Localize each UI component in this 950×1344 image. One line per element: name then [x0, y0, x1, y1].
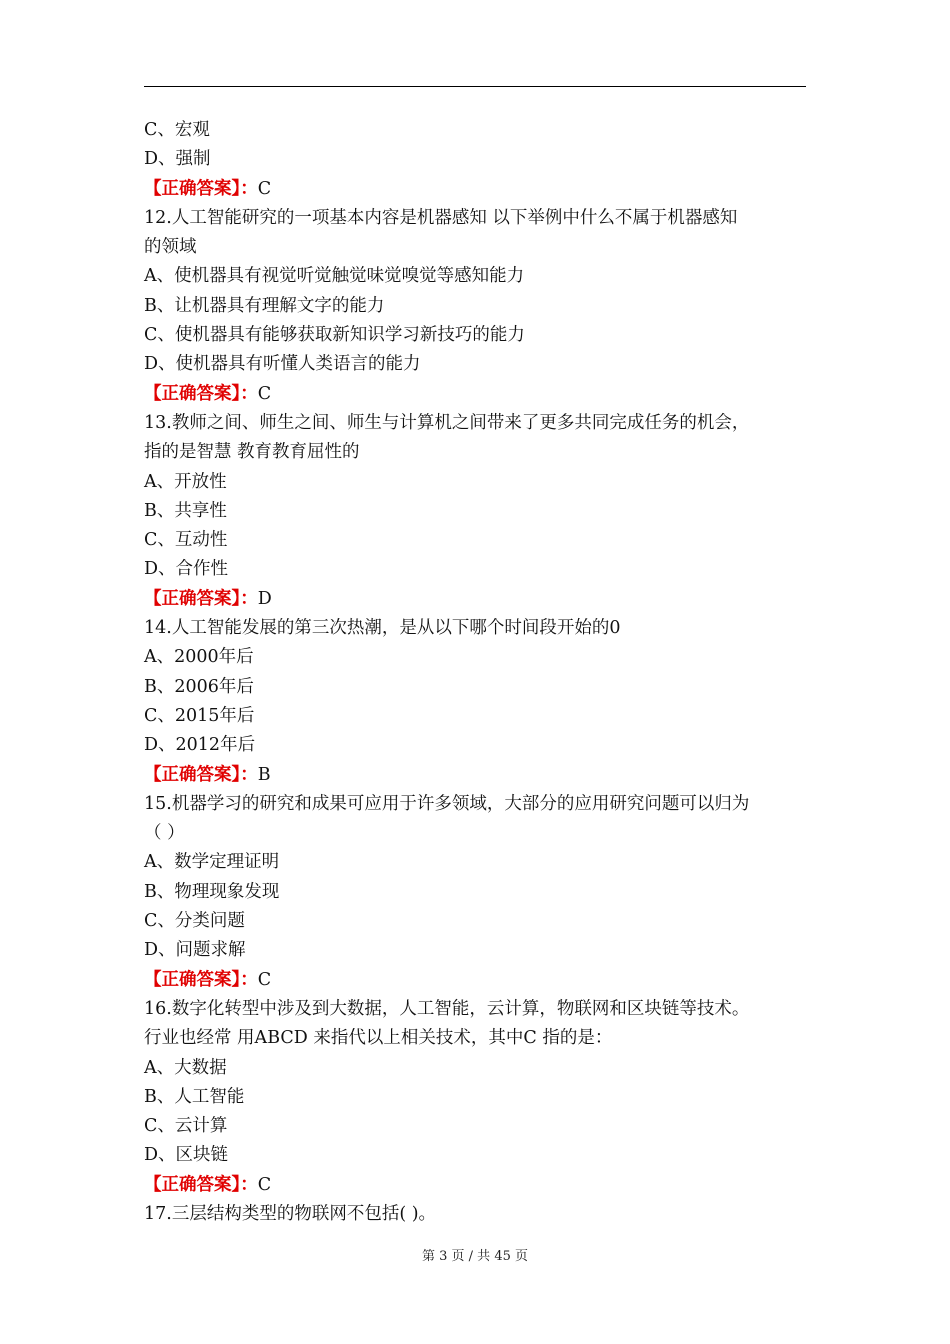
option-text: C、云计算 [144, 1116, 228, 1137]
answer-colon: ： [240, 969, 258, 990]
page-footer: 第 3 页 / 共 45 页 [422, 1249, 528, 1264]
answer-label: 【正确答案】 [144, 969, 241, 990]
question-text: 12.人工智能研究的一项基本内容是机器感知 以下举例中什么不属于机器感知 [144, 207, 738, 228]
answer-label: 【正确答案】 [144, 178, 241, 199]
answer-line [144, 761, 808, 790]
answer-line [144, 175, 808, 204]
option-text: B、共享性 [144, 500, 227, 521]
answer-value: B [257, 764, 271, 785]
option-text: B、让机器具有理解文字的能力 [144, 295, 385, 316]
answer-colon: ： [240, 178, 258, 199]
option-text: C、2015年后 [144, 705, 255, 726]
answer-value: D [257, 588, 272, 609]
answer-value: C [257, 1174, 272, 1195]
option-text: D、区块链 [144, 1145, 229, 1166]
question-text: 13.教师之间、师生之间、师生与计算机之间带来了更多共同完成任务的机会， [144, 412, 750, 433]
answer-line [144, 585, 808, 614]
option-text: A、开放性 [144, 471, 227, 492]
option-text: B、物理现象发现 [144, 881, 280, 902]
option-text: A、使机器具有视觉听觉触觉味觉嗅觉等感知能力 [144, 266, 525, 287]
answer-label: 【正确答案】 [144, 588, 241, 609]
question-text: 的领域 [144, 237, 197, 258]
question-text: （ ） [144, 823, 185, 844]
option-text: A、大数据 [144, 1057, 227, 1078]
answer-colon: ： [240, 383, 258, 404]
answer-label: 【正确答案】 [144, 764, 241, 785]
question-text: 指的是智慧 教育教育屈性的 [144, 442, 360, 463]
answer-value: C [257, 969, 272, 990]
option-text: D、合作性 [144, 559, 229, 580]
document-body [144, 116, 808, 1229]
answer-line [144, 1171, 808, 1200]
option-text: D、2012年后 [144, 735, 256, 756]
option-text: D、使机器具有听懂人类语言的能力 [144, 354, 421, 375]
question-text: 14.人工智能发展的第三次热潮，是从以下哪个时间段开始的0 [144, 618, 621, 639]
option-text: C、互动性 [144, 530, 228, 551]
answer-line [144, 966, 808, 995]
question-text: 16.数字化转型中涉及到大数据，人工智能，云计算，物联网和区块链等技术。 [144, 998, 750, 1019]
question-text: 行业也经常 用ABCD 来指代以上相关技术，其中C 指的是： [144, 1028, 613, 1049]
answer-colon: ： [240, 1174, 258, 1195]
answer-label: 【正确答案】 [144, 1174, 241, 1195]
answer-colon: ： [240, 588, 258, 609]
header-rule [144, 86, 806, 87]
option-text: A、2000年后 [144, 647, 254, 668]
option-text: C、分类问题 [144, 911, 245, 932]
option-text: A、数学定理证明 [144, 852, 280, 873]
option-text: D、强制 [144, 149, 211, 170]
option-text: D、问题求解 [144, 940, 246, 961]
option-text: C、使机器具有能够获取新知识学习新技巧的能力 [144, 325, 525, 346]
question-text: 15.机器学习的研究和成果可应用于许多领域，大部分的应用研究问题可以归为 [144, 793, 750, 814]
option-text: B、2006年后 [144, 676, 254, 697]
answer-value: C [257, 178, 272, 199]
answer-value: C [257, 383, 272, 404]
answer-label: 【正确答案】 [144, 383, 241, 404]
answer-colon: ： [240, 764, 258, 785]
answer-line [144, 380, 808, 409]
option-text: C、宏观 [144, 120, 210, 140]
question-text: 17.三层结构类型的物联网不包括( )。 [144, 1203, 437, 1224]
option-text: B、人工智能 [144, 1086, 245, 1107]
